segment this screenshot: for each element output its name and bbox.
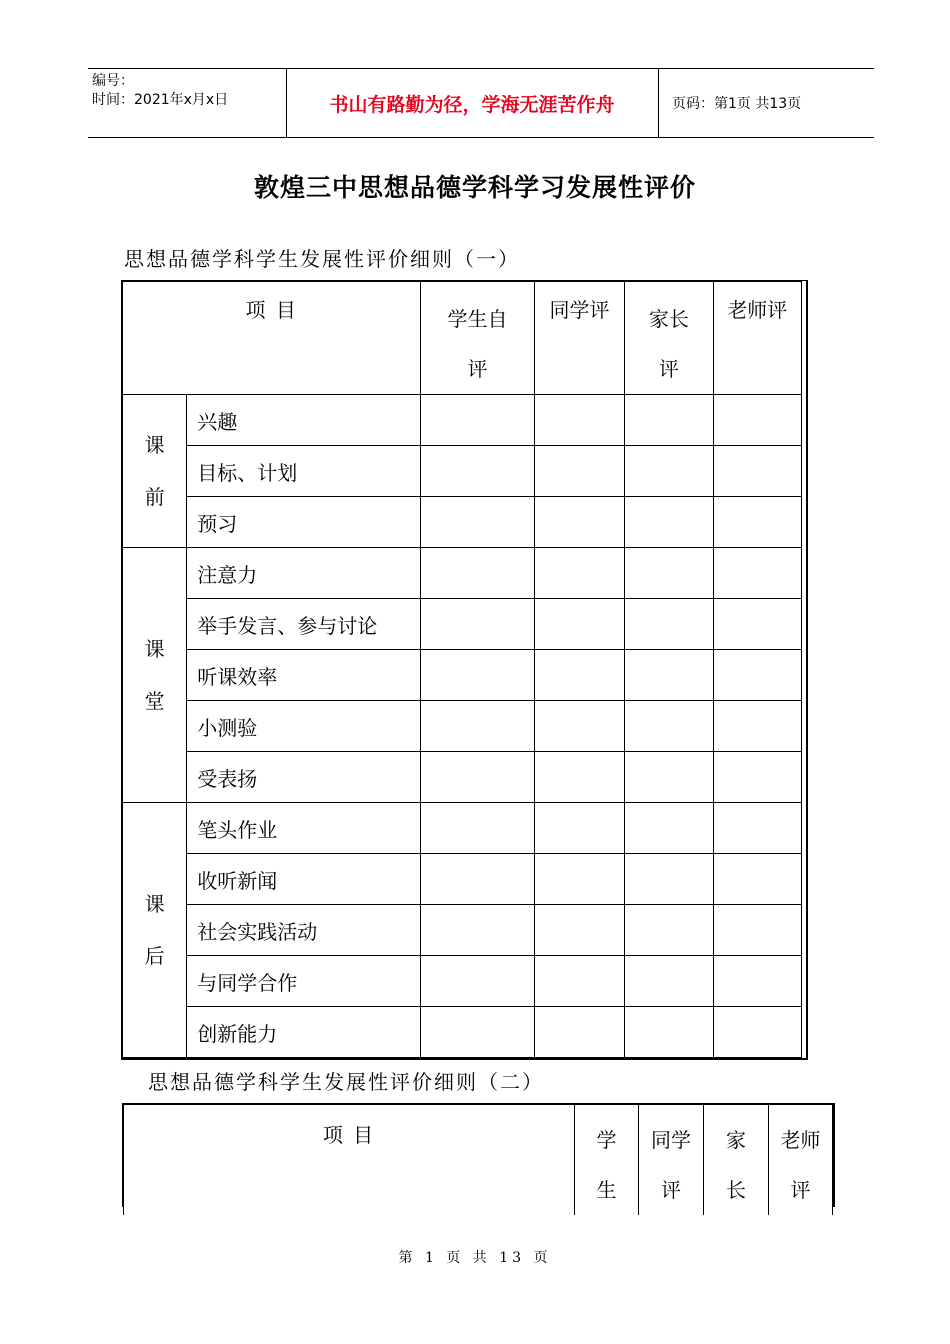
teacher-eval-cell [713,395,801,446]
peer-eval-cell [534,1007,624,1058]
table-row [123,956,802,1007]
table-row [123,446,802,497]
table-row [123,548,802,599]
header-self-eval-line1: 学 [596,1128,617,1152]
peer-eval-cell [534,956,624,1007]
header-item [123,282,421,395]
peer-eval-cell [534,650,624,701]
self-eval-cell [421,701,534,752]
document-title: 敦煌三中思想品德学科学习发展性评价 [253,173,696,202]
peer-eval-cell [534,395,624,446]
parent-eval-cell [625,395,713,446]
parent-eval-cell [625,905,713,956]
table-row [123,701,802,752]
header-teacher-eval-label: 老师评 [727,298,788,322]
table-row [123,395,802,446]
teacher-eval-cell [713,905,801,956]
peer-eval-cell [534,752,624,803]
header-item [124,1105,575,1216]
table-row [123,599,802,650]
item-cell: 与同学合作 [187,956,421,1007]
header-peer-eval-line2: 评 [661,1178,681,1202]
header-teacher-eval [713,282,801,395]
header-parent-eval-line2: 评 [658,357,679,381]
peer-eval-cell [534,803,624,854]
group-label-line1: 课 [144,892,165,916]
section1-subtitle: 思想品德学科学生发展性评价细则（一） [124,247,520,271]
evaluation-table-2 [123,1104,833,1215]
self-eval-cell [421,548,534,599]
peer-eval-cell [534,497,624,548]
header-parent-eval-line1: 家长 [648,307,689,331]
group-label-line1: 课 [144,433,165,457]
item-cell: 目标、计划 [187,446,421,497]
header-item-label: 项 目 [245,298,298,322]
teacher-eval-cell [713,650,801,701]
table-row [123,497,802,548]
item-cell: 收听新闻 [187,854,421,905]
parent-eval-cell [625,446,713,497]
parent-eval-cell [625,956,713,1007]
group-label-after-class [123,803,187,1058]
header-page-info: 页码：第1页 共13页 [672,96,802,112]
evaluation-table-1 [122,281,802,1058]
item-cell: 注意力 [187,548,421,599]
teacher-eval-cell [713,803,801,854]
item-cell: 兴趣 [187,395,421,446]
teacher-eval-cell [713,599,801,650]
header-self-eval-line1: 学生自 [447,307,508,331]
page-footer: 第 1 页 共 13 页 [398,1250,552,1266]
teacher-eval-cell [713,497,801,548]
number-label: 编号： [92,73,134,89]
header-parent-eval [704,1105,769,1216]
self-eval-cell [421,752,534,803]
date-label: 时间：2021年x月x日 [92,92,229,108]
self-eval-cell [421,599,534,650]
header-peer-eval [534,282,624,395]
table2-frame [122,1103,835,1207]
self-eval-cell [421,1007,534,1058]
header-parent-eval-line1: 家 [726,1128,746,1152]
item-cell: 笔头作业 [187,803,421,854]
item-cell: 举手发言、参与讨论 [187,599,421,650]
header-self-eval [575,1105,639,1216]
peer-eval-cell [534,854,624,905]
teacher-eval-cell [713,548,801,599]
header-self-eval [421,282,534,395]
self-eval-cell [421,446,534,497]
header-teacher-eval [769,1105,833,1216]
header-parent-eval-line2: 长 [726,1178,746,1202]
group-label-line2: 后 [144,944,165,968]
group-label-in-class [123,548,187,803]
parent-eval-cell [625,650,713,701]
parent-eval-cell [625,752,713,803]
self-eval-cell [421,803,534,854]
self-eval-cell [421,905,534,956]
parent-eval-cell [625,803,713,854]
teacher-eval-cell [713,854,801,905]
parent-eval-cell [625,497,713,548]
table-row [123,854,802,905]
header-divider [658,69,659,137]
self-eval-cell [421,956,534,1007]
item-cell: 受表扬 [187,752,421,803]
group-label-line1: 课 [144,637,165,661]
group-label-before-class [123,395,187,548]
teacher-eval-cell [713,446,801,497]
header-self-eval-line2: 评 [467,357,488,381]
header-teacher-eval-line2: 评 [790,1178,811,1202]
table-row [123,803,802,854]
self-eval-cell [421,395,534,446]
teacher-eval-cell [713,956,801,1007]
table-row [123,905,802,956]
group-label-line2: 堂 [144,689,165,713]
header-peer-eval-line1: 同学 [651,1128,691,1152]
header-item-label: 项 目 [322,1123,376,1147]
item-cell: 小测验 [187,701,421,752]
page-header [88,68,874,138]
table1-frame [121,280,808,1060]
header-peer-eval-label: 同学评 [549,298,610,322]
group-label-line2: 前 [144,485,165,509]
parent-eval-cell [625,599,713,650]
peer-eval-cell [534,548,624,599]
table2-header-row [124,1105,833,1216]
item-cell: 社会实践活动 [187,905,421,956]
parent-eval-cell [625,1007,713,1058]
table-row [123,1007,802,1058]
self-eval-cell [421,497,534,548]
peer-eval-cell [534,446,624,497]
table-row [123,650,802,701]
teacher-eval-cell [713,1007,801,1058]
teacher-eval-cell [713,752,801,803]
item-cell: 预习 [187,497,421,548]
parent-eval-cell [625,548,713,599]
section2-subtitle: 思想品德学科学生发展性评价细则（二） [148,1070,544,1094]
table1-header-row [123,282,802,395]
peer-eval-cell [534,701,624,752]
peer-eval-cell [534,905,624,956]
header-meta [92,69,282,137]
header-self-eval-line2: 生 [596,1178,617,1202]
header-teacher-eval-line1: 老师 [780,1128,821,1152]
table-row [123,752,802,803]
self-eval-cell [421,650,534,701]
item-cell: 创新能力 [187,1007,421,1058]
header-parent-eval [625,282,713,395]
parent-eval-cell [625,701,713,752]
item-cell: 听课效率 [187,650,421,701]
self-eval-cell [421,854,534,905]
peer-eval-cell [534,599,624,650]
parent-eval-cell [625,854,713,905]
header-peer-eval [639,1105,704,1216]
teacher-eval-cell [713,701,801,752]
header-motto: 书山有路勤为径，学海无涯苦作舟 [329,93,615,116]
